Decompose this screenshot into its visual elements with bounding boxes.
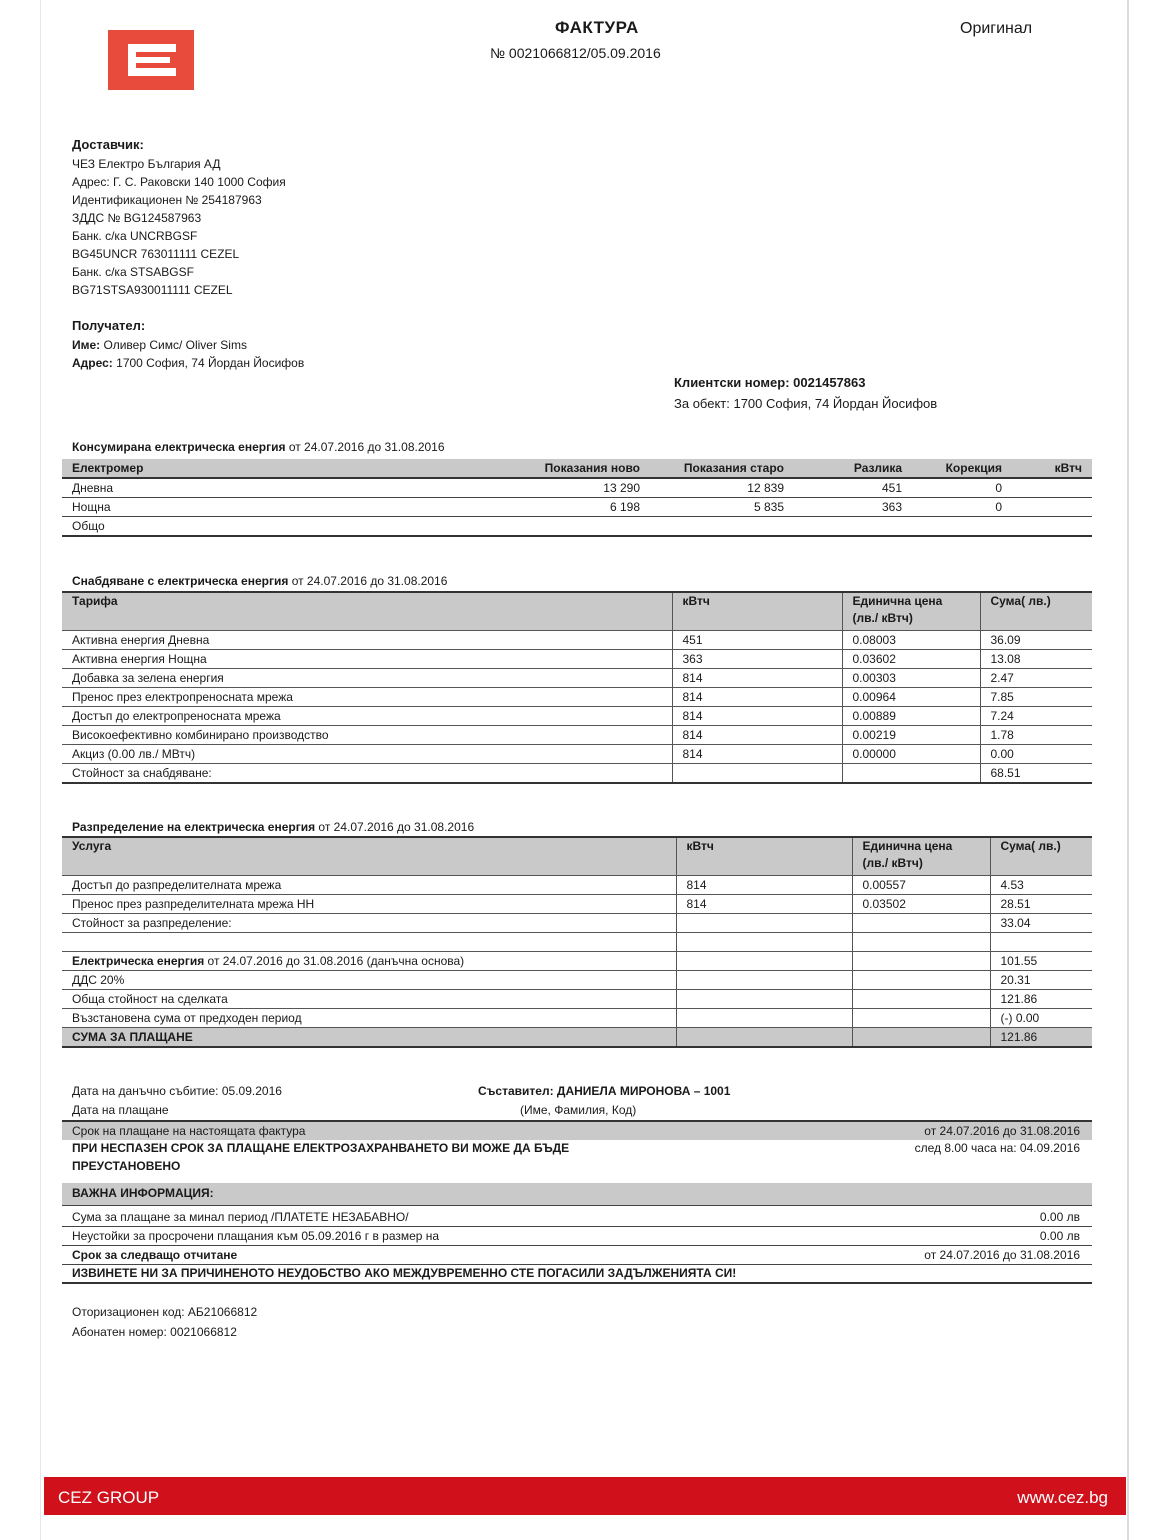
column-header-price bbox=[852, 837, 990, 876]
empty-cell bbox=[676, 971, 852, 990]
supply-sum: 68.51 bbox=[980, 764, 1092, 784]
author-label: Съставител: bbox=[478, 1084, 554, 1098]
price-header-unit: (лв./ кВтч) bbox=[862, 856, 923, 870]
client-number-value: 0021457863 bbox=[793, 375, 866, 390]
tax-event-label: Дата на данъчно събитие: bbox=[72, 1084, 219, 1098]
service-kwh bbox=[676, 914, 852, 933]
column-header: Тарифа bbox=[62, 592, 672, 631]
vat-label: ДДС 20% bbox=[62, 971, 676, 990]
important-heading: ВАЖНА ИНФОРМАЦИЯ: bbox=[72, 1186, 214, 1200]
meter-new: 6 198 bbox=[502, 498, 650, 517]
supply-kwh: 451 bbox=[672, 631, 842, 650]
supply-sum: 13.08 bbox=[980, 650, 1092, 669]
supply-price: 0.00964 bbox=[842, 688, 980, 707]
supply-item: Стойност за снабдяване: bbox=[62, 764, 672, 784]
supplier-line: ЗДДС № BG124587963 bbox=[72, 211, 202, 225]
table-row bbox=[62, 914, 1092, 933]
column-header: Електромер bbox=[62, 459, 502, 478]
supply-item: Пренос през електропреносната мрежа bbox=[62, 688, 672, 707]
table-header-row bbox=[62, 837, 1092, 876]
client-block bbox=[674, 372, 937, 414]
meter-name: Дневна bbox=[62, 478, 502, 498]
table-row bbox=[62, 726, 1092, 745]
table-row bbox=[62, 650, 1092, 669]
price-header-line: Единична цена bbox=[852, 594, 943, 608]
penalty-value: 0.00 лв bbox=[1039, 1229, 1080, 1243]
restored-sum: (-) 0.00 bbox=[990, 1009, 1092, 1028]
meter-kwh bbox=[1012, 478, 1092, 498]
payment-deadline-value: от 24.07.2016 до 31.08.2016 bbox=[924, 1124, 1080, 1138]
next-reading-row bbox=[62, 1246, 1092, 1265]
column-header: Сума( лв.) bbox=[980, 592, 1092, 631]
tax-event bbox=[72, 1084, 282, 1098]
distribution-title-bold: Разпределение на електрическа енергия bbox=[72, 820, 316, 834]
past-due-label: Сума за плащане за минал период /ПЛАТЕТЕ НЕЗАБАВНО/ bbox=[72, 1210, 409, 1224]
payment-deadline-label: Срок на плащане на настоящата фактура bbox=[72, 1124, 306, 1138]
client-object: За обект: 1700 София, 74 Йордан Йосифов bbox=[674, 396, 938, 411]
price-header-unit: (лв./ кВтч) bbox=[852, 611, 913, 625]
service-sum: 28.51 bbox=[990, 895, 1092, 914]
penalty-label: Неустойки за просрочени плащания към 05.09.2016 г в размер на bbox=[72, 1229, 440, 1243]
recipient-address-label: Адрес: bbox=[72, 356, 113, 370]
table-row bbox=[62, 498, 1092, 517]
author bbox=[478, 1084, 730, 1098]
supply-item: Добавка за зелена енергия bbox=[62, 669, 672, 688]
next-reading-label: Срок за следващо отчитане bbox=[72, 1248, 238, 1262]
column-header: кВтч bbox=[672, 592, 842, 631]
supply-kwh: 814 bbox=[672, 726, 842, 745]
price-header-line: Единична цена bbox=[862, 839, 953, 853]
empty-cell bbox=[676, 1028, 852, 1048]
service-sum: 33.04 bbox=[990, 914, 1092, 933]
supply-title-bold: Снабдяване с електрическа енергия bbox=[72, 574, 289, 588]
table-row bbox=[62, 971, 1092, 990]
column-header-price bbox=[842, 592, 980, 631]
meter-corr: 0 bbox=[912, 478, 1012, 498]
distribution-title bbox=[72, 820, 474, 834]
supplier-block bbox=[72, 135, 286, 299]
supply-sum: 7.85 bbox=[980, 688, 1092, 707]
supply-sum: 0.00 bbox=[980, 745, 1092, 764]
energy-basis-sum: 101.55 bbox=[990, 952, 1092, 971]
empty-cell bbox=[676, 990, 852, 1009]
supplier-line: Адрес: Г. С. Раковски 140 1000 София bbox=[72, 175, 286, 189]
warning-text: ПРИ НЕСПАЗЕН СРОК ЗА ПЛАЩАНЕ ЕЛЕКТРОЗАХРАНВАНЕТО ВИ МОЖЕ ДА БЪДЕ bbox=[72, 1141, 570, 1155]
supply-price: 0.00219 bbox=[842, 726, 980, 745]
table-row bbox=[62, 876, 1092, 895]
client-number bbox=[674, 372, 937, 393]
service-item: Стойност за разпределение: bbox=[62, 914, 676, 933]
supply-item: Достъп до електропреносната мрежа bbox=[62, 707, 672, 726]
supply-kwh: 814 bbox=[672, 707, 842, 726]
supply-kwh: 814 bbox=[672, 688, 842, 707]
table-row bbox=[62, 517, 1092, 537]
cez-logo-icon bbox=[108, 30, 194, 90]
empty-cell bbox=[852, 971, 990, 990]
empty-cell bbox=[852, 990, 990, 1009]
table-header-row bbox=[62, 592, 1092, 631]
table-row bbox=[62, 990, 1092, 1009]
supply-item: Високоефективно комбинирано производство bbox=[62, 726, 672, 745]
empty-cell bbox=[676, 1009, 852, 1028]
supply-item: Активна енергия Нощна bbox=[62, 650, 672, 669]
warning-deadline: след 8.00 часа на: 04.09.2016 bbox=[914, 1141, 1080, 1155]
apology-text: ИЗВИНЕТЕ НИ ЗА ПРИЧИНЕНОТО НЕУДОБСТВО АКО МЕЖДУВРЕМЕННО СТЕ ПОГАСИЛИ ЗАДЪЛЖЕНИЯТА СИ! bbox=[72, 1266, 737, 1280]
supply-sum: 7.24 bbox=[980, 707, 1092, 726]
supply-table bbox=[62, 591, 1092, 784]
consumption-table bbox=[62, 459, 1092, 537]
energy-basis-rest: от 24.07.2016 до 31.08.2016 (данъчна основа) bbox=[204, 954, 465, 968]
supplier-line: Банк. с/ка STSABGSF bbox=[72, 265, 194, 279]
warning-row-2 bbox=[62, 1157, 1092, 1175]
restored-label: Възстановена сума от предходен период bbox=[62, 1009, 676, 1028]
service-price bbox=[852, 933, 990, 952]
column-header: Корекция bbox=[912, 459, 1012, 478]
table-row bbox=[62, 631, 1092, 650]
column-header: кВтч bbox=[1012, 459, 1092, 478]
column-header: кВтч bbox=[676, 837, 852, 876]
authorization-code: Оторизационен код: АБ21066812 bbox=[72, 1305, 258, 1319]
supplier-line: Идентификационен № 254187963 bbox=[72, 193, 262, 207]
subscriber-number: Абонатен номер: 0021066812 bbox=[72, 1325, 237, 1339]
table-row bbox=[62, 952, 1092, 971]
supply-sum: 2.47 bbox=[980, 669, 1092, 688]
author-hint: (Име, Фамилия, Код) bbox=[520, 1103, 637, 1117]
consumption-title-bold: Консумирана електрическа енергия bbox=[72, 440, 286, 454]
total-label: СУМА ЗА ПЛАЩАНЕ bbox=[62, 1028, 676, 1048]
recipient-block bbox=[72, 316, 304, 372]
supplier-heading: Доставчик: bbox=[72, 137, 144, 152]
author-value: ДАНИЕЛА МИРОНОВА – 1001 bbox=[556, 1084, 731, 1098]
penalty-row bbox=[62, 1227, 1092, 1246]
copy-label: Оригинал bbox=[960, 20, 1033, 37]
warning-text-2: ПРЕУСТАНОВЕНО bbox=[72, 1159, 181, 1173]
distribution-title-period: от 24.07.2016 до 31.08.2016 bbox=[315, 820, 475, 834]
table-row bbox=[62, 933, 1092, 952]
service-sum bbox=[990, 933, 1092, 952]
footer-group: CEZ GROUP bbox=[58, 1488, 160, 1507]
service-price: 0.00557 bbox=[852, 876, 990, 895]
past-due-row bbox=[62, 1208, 1092, 1227]
service-item: Пренос през разпределителната мрежа НН bbox=[62, 895, 676, 914]
empty-cell bbox=[852, 1009, 990, 1028]
total-sum: 121.86 bbox=[990, 1028, 1092, 1048]
service-price: 0.03502 bbox=[852, 895, 990, 914]
supply-price: 0.03602 bbox=[842, 650, 980, 669]
client-number-label: Клиентски номер: bbox=[674, 375, 790, 390]
supply-price: 0.00303 bbox=[842, 669, 980, 688]
next-reading-value: от 24.07.2016 до 31.08.2016 bbox=[924, 1248, 1080, 1262]
empty-cell bbox=[852, 952, 990, 971]
supply-price: 0.00000 bbox=[842, 745, 980, 764]
recipient-name bbox=[72, 336, 304, 354]
supply-title-period: от 24.07.2016 до 31.08.2016 bbox=[288, 574, 448, 588]
column-header: Услуга bbox=[62, 837, 676, 876]
supplier-line: BG71STSA930011111 CEZEL bbox=[72, 283, 233, 297]
meter-kwh bbox=[1012, 498, 1092, 517]
meter-new bbox=[502, 517, 650, 537]
supply-kwh: 814 bbox=[672, 669, 842, 688]
supply-title bbox=[72, 574, 447, 588]
table-row bbox=[62, 707, 1092, 726]
column-header: Разлика bbox=[794, 459, 912, 478]
table-row bbox=[62, 669, 1092, 688]
meter-name: Нощна bbox=[62, 498, 502, 517]
service-sum: 4.53 bbox=[990, 876, 1092, 895]
supplier-line: Банк. с/ка UNCRBGSF bbox=[72, 229, 198, 243]
consumption-title bbox=[72, 440, 445, 454]
table-row bbox=[62, 764, 1092, 784]
distribution-table bbox=[62, 836, 1092, 1048]
supply-item: Активна енергия Дневна bbox=[62, 631, 672, 650]
payment-date-label: Дата на плащане bbox=[72, 1103, 169, 1117]
deal-sum: 121.86 bbox=[990, 990, 1092, 1009]
document-title: ФАКТУРА bbox=[555, 18, 639, 37]
service-item bbox=[62, 933, 676, 952]
recipient-heading: Получател: bbox=[72, 318, 146, 333]
table-row bbox=[62, 895, 1092, 914]
meter-old: 5 835 bbox=[650, 498, 794, 517]
table-header-row bbox=[62, 459, 1092, 478]
supply-kwh bbox=[672, 764, 842, 784]
meter-old: 12 839 bbox=[650, 478, 794, 498]
service-kwh: 814 bbox=[676, 895, 852, 914]
warning-row bbox=[62, 1139, 1092, 1157]
column-header: Показания ново bbox=[502, 459, 650, 478]
past-due-value: 0.00 лв bbox=[1039, 1210, 1080, 1224]
important-heading-row bbox=[62, 1183, 1092, 1206]
supply-price: 0.08003 bbox=[842, 631, 980, 650]
energy-basis-bold: Електрическа енергия bbox=[72, 954, 205, 968]
payment-deadline-row bbox=[62, 1120, 1092, 1140]
invoice-number: № 0021066812/05.09.2016 bbox=[490, 45, 661, 61]
meter-old bbox=[650, 517, 794, 537]
recipient-name-label: Име: bbox=[72, 338, 101, 352]
supply-sum: 36.09 bbox=[980, 631, 1092, 650]
vat-sum: 20.31 bbox=[990, 971, 1092, 990]
supply-sum: 1.78 bbox=[980, 726, 1092, 745]
meter-diff: 363 bbox=[794, 498, 912, 517]
deal-label: Обща стойност на сделката bbox=[62, 990, 676, 1009]
meter-corr bbox=[912, 517, 1012, 537]
meter-diff bbox=[794, 517, 912, 537]
energy-basis-label bbox=[62, 952, 676, 971]
footer-website-link[interactable]: www.cez.bg bbox=[1017, 1488, 1108, 1507]
tax-event-date: 05.09.2016 bbox=[221, 1084, 282, 1098]
supply-item: Акциз (0.00 лв./ МВтч) bbox=[62, 745, 672, 764]
empty-cell bbox=[676, 952, 852, 971]
supply-kwh: 363 bbox=[672, 650, 842, 669]
service-price bbox=[852, 914, 990, 933]
table-row bbox=[62, 745, 1092, 764]
meter-name: Общо bbox=[62, 517, 502, 537]
service-kwh: 814 bbox=[676, 876, 852, 895]
supply-price: 0.00889 bbox=[842, 707, 980, 726]
recipient-address bbox=[72, 354, 304, 372]
consumption-title-period: от 24.07.2016 до 31.08.2016 bbox=[285, 440, 445, 454]
supplier-line: BG45UNCR 763011111 CEZEL bbox=[72, 247, 240, 261]
column-header: Сума( лв.) bbox=[990, 837, 1092, 876]
meter-diff: 451 bbox=[794, 478, 912, 498]
supply-kwh: 814 bbox=[672, 745, 842, 764]
total-row bbox=[62, 1028, 1092, 1048]
meter-new: 13 290 bbox=[502, 478, 650, 498]
footer-bar bbox=[44, 1477, 1126, 1515]
table-row bbox=[62, 1009, 1092, 1028]
recipient-address-value: 1700 София, 74 Йордан Йосифов bbox=[116, 356, 305, 370]
supplier-line: ЧЕЗ Електро България АД bbox=[72, 157, 221, 171]
recipient-name-value: Оливер Симс/ Oliver Sims bbox=[103, 338, 247, 352]
meter-corr: 0 bbox=[912, 498, 1012, 517]
meter-kwh bbox=[1012, 517, 1092, 537]
apology-row bbox=[62, 1264, 1092, 1284]
table-row bbox=[62, 478, 1092, 498]
empty-cell bbox=[852, 1028, 990, 1048]
supply-price bbox=[842, 764, 980, 784]
column-header: Показания старо bbox=[650, 459, 794, 478]
service-kwh bbox=[676, 933, 852, 952]
table-row bbox=[62, 688, 1092, 707]
service-item: Достъп до разпределителната мрежа bbox=[62, 876, 676, 895]
